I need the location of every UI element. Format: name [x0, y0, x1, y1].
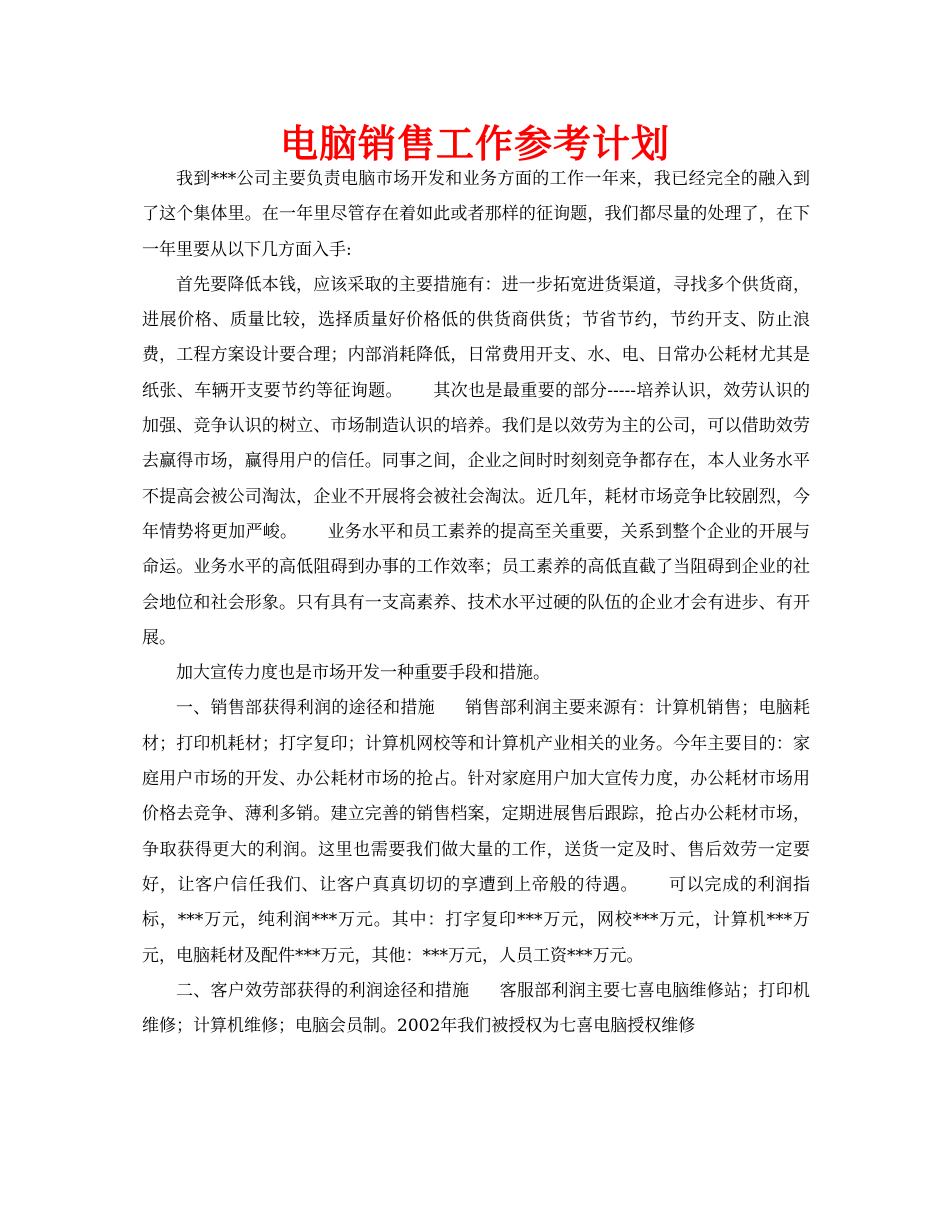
text-run: 首先要降低本钱，应该采取的主要措施有：进一步拓宽进货渠道，寻找多个供货商，进展价格、质量比较，选择质量好价格低的供货商供货；节省节约，节约开支、防止浪费，工程方案设计要合理；内部消耗降低，日常费用开支、水、电、日常办公耗材尤其是纸张、车辆开支要节约等征询题。 — [142, 274, 810, 401]
document-title: 电脑销售工作参考计划 — [279, 122, 670, 166]
paragraph-intro — [142, 162, 810, 268]
paragraph-cost-reduction — [142, 268, 810, 656]
document-body — [142, 162, 810, 1044]
section-heading: 一、销售部获得利润的途径和措施 — [176, 698, 435, 719]
paragraph-publicity — [142, 656, 810, 691]
text-run: 销售部利润主要来源有：计算机销售；电脑耗材；打印机耗材；打字复印；计算机网校等和计算机产业相关的业务。今年主要目的：家庭用户市场的开发、办公耗材市场的抢占。针对家庭用户加大宣传力度，办公耗材市场用价格去竞争、薄利多销。建立完善的销售档案，定期进展售后跟踪，抢占办公耗材市场，争取获得更大的利润。这里也需要我们做大量的工作，送货一定及时、售后效劳一定要好，让客户信任我们、让客户真真切切的享遭到上帝般的待遇。 — [142, 698, 811, 895]
text-run: 可以完成的利润指标，***万元，纯利润***万元。其中：打字复印***万元，网校***万元，计算机***万元，电脑耗材及配件***万元，其他：***万元，人员工资***万元。 — [142, 874, 811, 966]
paragraph-sales-dept — [142, 691, 810, 973]
text-run: 其次也是最重要的部分-----培养认识，效劳认识的加强、竞争认识的树立、市场制造认识的培养。我们是以效劳为主的公司，可以借助效劳去赢得市场，赢得用户的信任。同事之间，企业之间时时刻刻竞争都存在，本人业务水平不提高会被公司淘汰，企业不开展将会被社会淘汰。近几年，耗材市场竞争比较剧烈，今年情势将更加严峻。 — [142, 380, 810, 542]
text-run: 我到***公司主要负责电脑市场开发和业务方面的工作一年来，我已经完全的融入到了这个集体里。在一年里尽管存在着如此或者那样的征询题，我们都尽量的处理了，在下一年里要从以下几方面入手: — [142, 169, 810, 260]
text-run: 加大宣传力度也是市场开发一种重要手段和措施。 — [176, 663, 550, 684]
text-run: 客服部利润主要七喜电脑维修站；打印机维修；计算机维修；电脑会员制。2002年我们被授权为七喜电脑授权维修 — [142, 980, 811, 1037]
paragraph-service-dept — [142, 974, 810, 1045]
section-heading: 二、客户效劳部获得的利润途径和措施 — [176, 980, 470, 1001]
text-run: 业务水平和员工素养的提高至关重要，关系到整个企业的开展与命运。业务水平的高低阻碍到办事的工作效率；员工素养的高低直截了当阻碍到企业的社会地位和社会形象。只有具有一支高素养、技术水平过硬的队伍的企业才会有进步、有开展。 — [142, 521, 811, 648]
